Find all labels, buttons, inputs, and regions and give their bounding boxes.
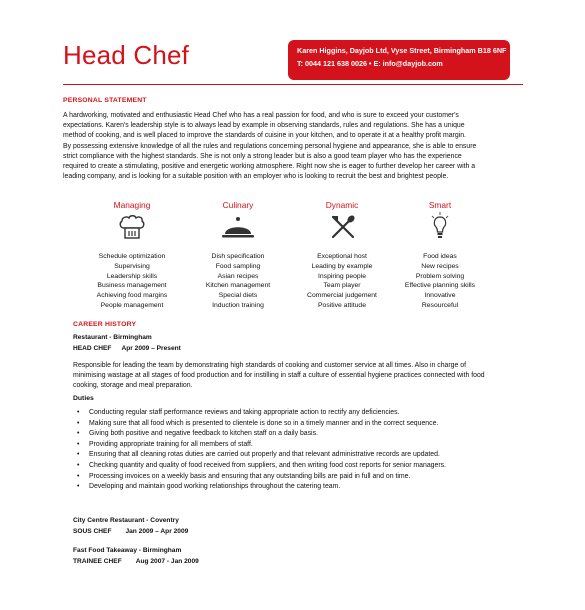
contact-phone-email: T: 0044 121 638 0026 • E: info@dayjob.com bbox=[297, 59, 443, 68]
skill-item: Commercial judgement bbox=[307, 292, 377, 300]
statement-line: required to create a stimulating, positive and energetic working atmosphere. Right now she is eager to further develop her career with a bbox=[63, 163, 476, 171]
list-item: • Making sure that all food which is presented to clientele is done so in a timely manner and in the correct sequence. bbox=[77, 419, 446, 430]
skill-list-managing bbox=[82, 252, 182, 311]
job-dates: Apr 2009 – Present bbox=[121, 345, 181, 352]
contact-address: Karen Higgins, Dayjob Ltd, Vyse Street, Birmingham B18 6NF bbox=[297, 46, 507, 55]
job-role: SOUS CHEF bbox=[73, 528, 112, 535]
statement-line: expectations. Karen's leadership style is to always lead by example in observing standards, rules and regulations. She has a unique bbox=[63, 122, 465, 130]
job-employer: City Centre Restaurant - Coventry bbox=[73, 517, 179, 524]
list-item: • Processing invoices on a weekly basis and ensuring that any outstanding bills are paid in full and on time. bbox=[77, 472, 446, 483]
skill-item: Leading by example bbox=[311, 262, 373, 270]
description-line: minimising wastage at all stages of food production and for instilling in staff a culture of essential hygiene practices connected with food bbox=[73, 372, 485, 380]
skill-item: Kitchen management bbox=[205, 282, 271, 290]
skill-title-smart: Smart bbox=[428, 200, 452, 210]
job-employer: Restaurant - Birmingham bbox=[73, 334, 152, 341]
skill-item: Leadership skills bbox=[106, 272, 158, 280]
skill-item: Special diets bbox=[218, 292, 258, 300]
skill-item: People management bbox=[100, 301, 164, 309]
chef-hat-icon bbox=[119, 214, 145, 242]
skill-title-dynamic: Dynamic bbox=[325, 200, 359, 210]
skill-item: Innovative bbox=[424, 292, 456, 300]
skill-item: Induction training bbox=[212, 301, 264, 309]
job-employer: Fast Food Takeaway - Birmingham bbox=[73, 547, 182, 554]
list-item: • Checking quantity and quality of food received from suppliers, and then writing food cost reports for senior managers. bbox=[77, 461, 446, 472]
skill-item: Positive attitude bbox=[318, 301, 366, 309]
job-role: HEAD CHEF bbox=[73, 345, 112, 352]
page-title: Head Chef bbox=[63, 40, 190, 70]
cloche-icon bbox=[222, 216, 254, 240]
statement-line: method of cooking, and is well placed to improve the standards of cuisine in your kitchen, and to operate it at a healthy profit margin. bbox=[63, 132, 466, 140]
statement-line: leading company, and is looking for a suitable position with an employer who is looking to recruit the best and brightest people. bbox=[63, 173, 449, 181]
description-line: Responsible for leading the team by demonstrating high standards of cooking and customer service at all times. Also in charge of bbox=[73, 362, 466, 369]
job-role-line bbox=[73, 558, 199, 565]
statement-line: A hardworking, motivated and enthusiastic Head Chef who has a real passion for food, and who is sure to exceed your customer's bbox=[63, 112, 459, 119]
job-role: TRAINEE CHEF bbox=[73, 558, 122, 565]
skill-list-smart bbox=[390, 252, 490, 311]
skill-list-culinary bbox=[188, 252, 288, 311]
skill-list-dynamic bbox=[292, 252, 392, 311]
career-history-heading: CAREER HISTORY bbox=[73, 321, 137, 328]
lightbulb-icon bbox=[430, 212, 450, 242]
skill-item: Resourceful bbox=[421, 301, 459, 309]
skill-item: Asian recipes bbox=[217, 272, 259, 280]
skill-item: New recipes bbox=[421, 262, 459, 270]
skill-item: Food sampling bbox=[215, 262, 261, 270]
skill-item: Dish specification bbox=[211, 253, 265, 260]
skill-item: Inspiring people bbox=[318, 272, 366, 280]
list-item: • Developing and maintain good working relationships throughout the catering team. bbox=[77, 482, 446, 493]
skill-item: Business management bbox=[97, 282, 167, 290]
job-role-line bbox=[73, 528, 188, 535]
list-item: • Providing appropriate training for all members of staff. bbox=[77, 440, 446, 451]
statement-line: strict compliance with the highest standards. She is not only a strong leader but is also a good team player who has the experience bbox=[63, 152, 462, 160]
skill-item: Exceptional host bbox=[317, 253, 367, 260]
contact-box bbox=[288, 40, 510, 80]
job-dates: Aug 2007 - Jan 2009 bbox=[135, 558, 199, 565]
skill-item: Schedule optimization bbox=[98, 253, 166, 260]
job-dates: Jan 2009 – Apr 2009 bbox=[125, 528, 189, 535]
skill-item: Supervising bbox=[114, 262, 150, 270]
list-item: • Conducting regular staff performance reviews and taking appropriate action to rectify any deficiencies. bbox=[77, 408, 446, 419]
skill-item: Food ideas bbox=[423, 253, 457, 260]
job-role-line bbox=[73, 345, 181, 352]
skill-title-culinary: Culinary bbox=[222, 200, 254, 210]
crossed-utensils-icon bbox=[329, 213, 357, 241]
skill-item: Team player bbox=[323, 282, 361, 290]
list-item: • Ensuring that all cleaning rotas duties are carried out properly and that relevant administrative records are updated. bbox=[77, 450, 446, 461]
duties-list bbox=[77, 408, 446, 493]
list-item: • Giving both positive and negative feedback to kitchen staff on a daily basis. bbox=[77, 429, 446, 440]
header-divider bbox=[63, 84, 523, 85]
job-description bbox=[73, 361, 525, 392]
skill-item: Problem solving bbox=[415, 272, 465, 280]
personal-statement-heading: PERSONAL STATEMENT bbox=[63, 97, 147, 104]
description-line: cooking, storage and meal preparation. bbox=[73, 382, 193, 390]
statement-line: By possessing extensive knowledge of all the rules and regulations concerning personal hygiene and appearance, she is able to ensure bbox=[63, 142, 477, 150]
personal-statement-text bbox=[63, 111, 525, 182]
skill-item: Effective planning skills bbox=[404, 282, 476, 290]
skill-title-managing: Managing bbox=[113, 200, 151, 210]
skill-item: Achieving food margins bbox=[96, 292, 168, 300]
duties-heading: Duties bbox=[73, 395, 94, 402]
